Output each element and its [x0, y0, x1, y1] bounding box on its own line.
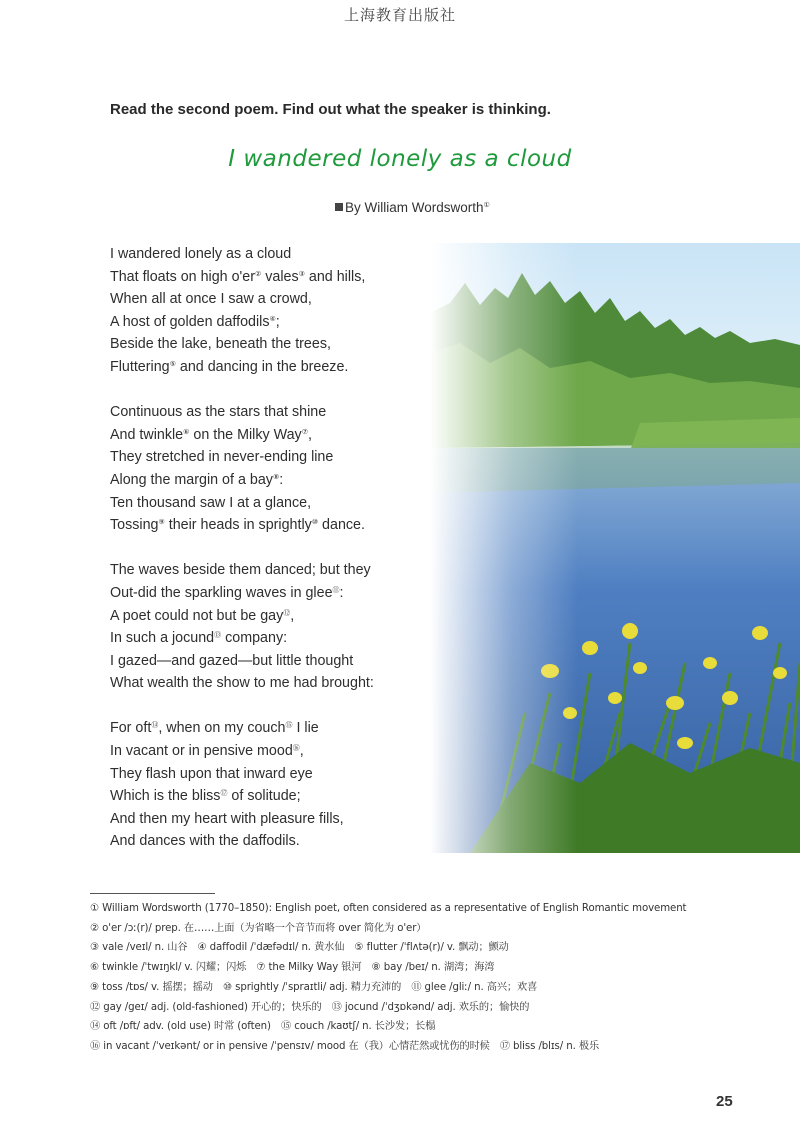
poem-line	[110, 401, 450, 424]
lake-daffodils-photo	[430, 243, 800, 853]
footnote-marker: ③	[298, 270, 305, 278]
line-text: ;	[275, 313, 280, 330]
footnote-item: ① William Wordsworth (1770–1850): English poet, often considered as a representative of English Romantic movement	[90, 903, 687, 914]
line-text: Which is the bliss	[110, 788, 221, 805]
line-text: and dancing in the breeze.	[175, 358, 349, 375]
line-text: Fluttering	[110, 358, 170, 375]
footnote-marker: ⑦	[301, 428, 308, 436]
poem-line	[110, 514, 450, 537]
line-text: Continuous as the stars that shine	[110, 404, 327, 421]
line-text: I gazed—and gazed—but little thought	[110, 652, 354, 669]
footnote-marker: ⑮	[285, 722, 293, 730]
footnote-marker: ④	[269, 315, 276, 323]
reading-instruction: Read the second poem. Find out what the speaker is thinking.	[110, 101, 551, 118]
line-text: In vacant or in pensive mood	[110, 743, 293, 760]
poem-line	[110, 243, 450, 266]
poem-line	[110, 424, 450, 447]
footnote-marker: ①	[483, 202, 490, 209]
footnotes	[90, 899, 780, 1057]
line-text: In such a jocund	[110, 630, 215, 647]
line-text: :	[339, 584, 344, 601]
footnote-marker: ⑨	[158, 519, 165, 527]
line-text: And dances with the daffodils.	[110, 833, 300, 850]
poem-line	[110, 627, 450, 650]
stanza	[110, 243, 450, 379]
line-text: ,	[307, 426, 312, 443]
line-text: A poet could not but be gay	[110, 607, 284, 624]
footnote-item: ⑨ toss /tɒs/ v. 摇摆；摇动 ⑩ sprightly /ˈspraɪtli/ adj. 精力充沛的 ⑪ glee /gliː/ n. 高兴；欢喜	[90, 981, 538, 993]
line-text: They flash upon that inward eye	[110, 765, 313, 782]
footnote-item: ⑥ twinkle /ˈtwɪŋkl/ v. 闪耀；闪烁 ⑦ the Milky Way 银河 ⑧ bay /beɪ/ n. 湖湾；海湾	[90, 962, 495, 974]
poem-line	[110, 740, 450, 763]
line-text: their heads in sprightly	[164, 517, 312, 534]
footnote-marker: ⑭	[151, 722, 159, 730]
poem-line	[110, 830, 450, 853]
stanza	[110, 401, 450, 537]
line-text: I wandered lonely as a cloud	[110, 246, 292, 262]
footnote-divider	[90, 893, 215, 894]
poem-title: I wandered lonely as a cloud	[228, 146, 572, 172]
footnote-item: ⑯ in vacant /ˈveɪkənt/ or in pensive /ˈpensɪv/ mood 在（我）心情茫然或忧伤的时候 ⑰ bliss /blɪs/ n. 极乐	[90, 1040, 600, 1052]
line-text: The waves beside them danced; but they	[110, 562, 371, 579]
square-bullet-icon	[335, 203, 343, 211]
poem-body	[110, 243, 450, 876]
footnote-marker: ⑬	[214, 632, 222, 640]
line-text: :	[279, 471, 284, 488]
line-text: When all at once I saw a crowd,	[110, 291, 312, 308]
line-text: Ten thousand saw I at a glance,	[110, 494, 312, 511]
line-text: That floats on high o'er	[110, 268, 255, 285]
footnote-marker: ⑤	[169, 360, 176, 368]
stanza	[110, 559, 450, 695]
poem-line	[110, 469, 450, 492]
poem-line	[110, 266, 450, 289]
line-text: I lie	[292, 720, 319, 737]
poem-line	[110, 672, 450, 695]
poem-line	[110, 446, 450, 469]
line-text: and hills,	[304, 268, 366, 285]
poem-line	[110, 311, 450, 334]
page-number: 25	[716, 1093, 733, 1110]
footnote-marker: ⑩	[311, 519, 319, 527]
line-text: Along the margin of a bay	[110, 471, 273, 488]
poem-line	[110, 650, 450, 673]
poem-line	[110, 605, 450, 628]
line-text: ,	[290, 607, 295, 624]
footnote-marker: ⑧	[272, 473, 280, 481]
footnote-marker: ⑰	[220, 790, 228, 798]
publisher-header: 上海教育出版社	[343, 6, 456, 24]
poem-line	[110, 582, 450, 605]
line-text: A host of golden daffodils	[110, 313, 270, 330]
poem-line	[110, 333, 450, 356]
line-text: And then my heart with pleasure fills,	[110, 810, 344, 827]
line-text: They stretched in never-ending line	[110, 449, 334, 466]
poem-line	[110, 785, 450, 808]
footnote-item: ② o'er /ɔː(r)/ prep. 在……上面（为省略一个音节而将 over 简化为 o'er）	[90, 922, 427, 934]
poem-line	[110, 717, 450, 740]
footnote-marker: ⑥	[183, 428, 190, 436]
poem-line	[110, 763, 450, 786]
line-text: of solitude;	[227, 788, 301, 805]
footnote-marker: ⑫	[283, 609, 291, 617]
byline-author: By William Wordsworth	[345, 200, 484, 215]
footnote-item: ⑫ gay /geɪ/ adj. (old-fashioned) 开心的；快乐的 ⑬ jocund /ˈdʒɒkənd/ adj. 欢乐的；愉快的	[90, 1001, 530, 1013]
line-text: dance.	[318, 517, 365, 534]
poem-line	[110, 288, 450, 311]
line-text: For oft	[110, 720, 152, 737]
footnote-marker: ⑪	[332, 586, 340, 594]
poem-line	[110, 559, 450, 582]
poem-line	[110, 356, 450, 379]
line-text: vales	[261, 268, 299, 285]
line-text: on the Milky Way	[189, 426, 302, 443]
footnote-marker: ②	[255, 270, 262, 278]
stanza	[110, 717, 450, 853]
footnote-marker: ⑯	[292, 745, 300, 753]
line-text: , when on my couch	[158, 720, 286, 737]
poem-byline	[335, 200, 490, 215]
poem-line	[110, 492, 450, 515]
poem-line	[110, 808, 450, 831]
line-text: company:	[221, 630, 288, 647]
footnote-item: ⑭ oft /ɒft/ adv. (old use) 时常 (often) ⑮ couch /kaʊtʃ/ n. 长沙发；长榻	[90, 1021, 436, 1033]
line-text: Tossing	[110, 517, 159, 534]
footnote-item: ③ vale /veɪl/ n. 山谷 ④ daffodil /ˈdæfədɪl/ n. 黄水仙 ⑤ flutter /ˈflʌtə(r)/ v. 飘动；颤动	[90, 942, 509, 954]
line-text: ,	[299, 743, 304, 760]
line-text: What wealth the show to me had brought:	[110, 675, 374, 692]
line-text: Out-did the sparkling waves in glee	[110, 584, 333, 601]
line-text: And twinkle	[110, 426, 184, 443]
line-text: Beside the lake, beneath the trees,	[110, 336, 331, 353]
